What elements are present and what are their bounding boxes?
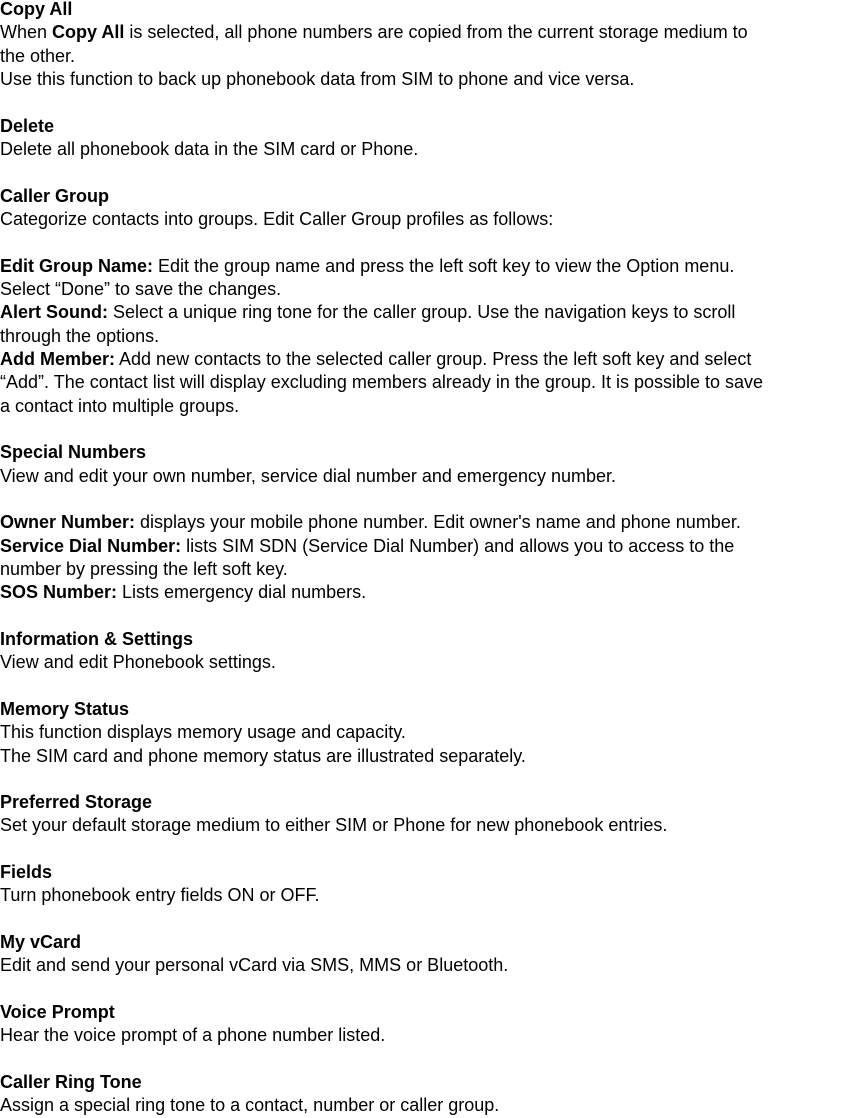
text-run: the other. <box>0 45 76 66</box>
blank-line <box>0 908 763 931</box>
text-run: Edit and send your personal vCard via SMS, MMS or Bluetooth. <box>0 955 509 976</box>
text-line <box>0 535 763 558</box>
text-line <box>0 558 763 581</box>
text-run: View and edit Phonebook settings. <box>0 652 276 673</box>
section-heading <box>0 115 763 138</box>
text-run: Delete all phonebook data in the SIM card or Phone. <box>0 138 419 159</box>
text-line <box>0 465 763 488</box>
text-line <box>0 721 763 744</box>
text-line <box>0 301 763 324</box>
text-line <box>0 1094 763 1117</box>
bold-term: Copy All <box>0 0 73 19</box>
text-line <box>0 138 763 161</box>
text-line <box>0 325 763 348</box>
text-line <box>0 255 763 278</box>
text-run: “Add”. The contact list will display excluding members already in the group. It is possible to save <box>0 372 764 393</box>
text-line <box>0 511 763 534</box>
bold-term: Add Member: <box>0 348 116 369</box>
text-run: Set your default storage medium to either SIM or Phone for new phonebook entries. <box>0 815 668 836</box>
text-run: The SIM card and phone memory status are illustrated separately. <box>0 745 526 766</box>
bold-term: Preferred Storage <box>0 792 153 813</box>
bold-term: Service Dial Number: <box>0 535 182 556</box>
text-run: is selected, all phone numbers are copied from the current storage medium to <box>124 22 748 43</box>
section-heading <box>0 698 763 721</box>
text-line <box>0 21 763 44</box>
blank-line <box>0 231 763 254</box>
section-heading <box>0 185 763 208</box>
bold-term: Fields <box>0 862 53 883</box>
section-heading <box>0 791 763 814</box>
text-run: View and edit your own number, service dial number and emergency number. <box>0 465 617 486</box>
text-line <box>0 954 763 977</box>
text-run: Assign a special ring tone to a contact, number or caller group. <box>0 1095 500 1116</box>
bold-term: My vCard <box>0 932 82 953</box>
section-heading <box>0 0 763 21</box>
text-run: Lists emergency dial numbers. <box>117 582 367 603</box>
blank-line <box>0 838 763 861</box>
section-heading <box>0 931 763 954</box>
bold-term: Information & Settings <box>0 628 193 649</box>
text-run: Use this function to back up phonebook data from SIM to phone and vice versa. <box>0 68 635 89</box>
text-line <box>0 348 763 371</box>
blank-line <box>0 768 763 791</box>
text-run: When <box>0 22 53 43</box>
text-run: Edit the group name and press the left soft key to view the Option menu. <box>153 255 735 276</box>
blank-line <box>0 161 763 184</box>
text-run: number by pressing the left soft key. <box>0 558 288 579</box>
text-run: This function displays memory usage and capacity. <box>0 722 406 743</box>
text-line <box>0 651 763 674</box>
text-run: Select “Done” to save the changes. <box>0 278 282 299</box>
text-line <box>0 68 763 91</box>
blank-line <box>0 978 763 1001</box>
text-run: Hear the voice prompt of a phone number listed. <box>0 1025 386 1046</box>
text-run: Select a unique ring tone for the caller group. Use the navigation keys to scroll <box>108 302 736 323</box>
bold-term: Special Numbers <box>0 442 147 463</box>
bold-term: Copy All <box>52 22 125 43</box>
bold-term: Edit Group Name: <box>0 255 154 276</box>
section-heading <box>0 1001 763 1024</box>
bold-term: Owner Number: <box>0 512 136 533</box>
text-line <box>0 814 763 837</box>
bold-term: Memory Status <box>0 698 130 719</box>
section-heading <box>0 441 763 464</box>
text-line <box>0 45 763 68</box>
section-heading <box>0 1071 763 1094</box>
bold-term: Caller Ring Tone <box>0 1072 142 1093</box>
blank-line <box>0 91 763 114</box>
text-run: displays your mobile phone number. Edit owner's name and phone number. <box>135 512 741 533</box>
text-line <box>0 371 763 394</box>
text-run: Categorize contacts into groups. Edit Caller Group profiles as follows: <box>0 208 554 229</box>
bold-term: Voice Prompt <box>0 1002 115 1023</box>
text-run: Turn phonebook entry fields ON or OFF. <box>0 885 320 906</box>
text-line <box>0 395 763 418</box>
text-line <box>0 1024 763 1047</box>
section-heading <box>0 628 763 651</box>
text-run: a contact into multiple groups. <box>0 395 240 416</box>
blank-line <box>0 675 763 698</box>
text-run: Add new contacts to the selected caller group. Press the left soft key and select <box>115 348 752 369</box>
blank-line <box>0 1048 763 1071</box>
blank-line <box>0 488 763 511</box>
blank-line <box>0 418 763 441</box>
bold-term: SOS Number: <box>0 582 118 603</box>
section-heading <box>0 861 763 884</box>
text-line <box>0 581 763 604</box>
text-line <box>0 208 763 231</box>
bold-term: Alert Sound: <box>0 302 108 323</box>
text-run: through the options. <box>0 325 160 346</box>
bold-term: Delete <box>0 115 55 136</box>
text-line <box>0 745 763 768</box>
blank-line <box>0 605 763 628</box>
bold-term: Caller Group <box>0 185 110 206</box>
text-line <box>0 278 763 301</box>
text-line <box>0 884 763 907</box>
text-run: lists SIM SDN (Service Dial Number) and allows you to access to the <box>181 535 735 556</box>
